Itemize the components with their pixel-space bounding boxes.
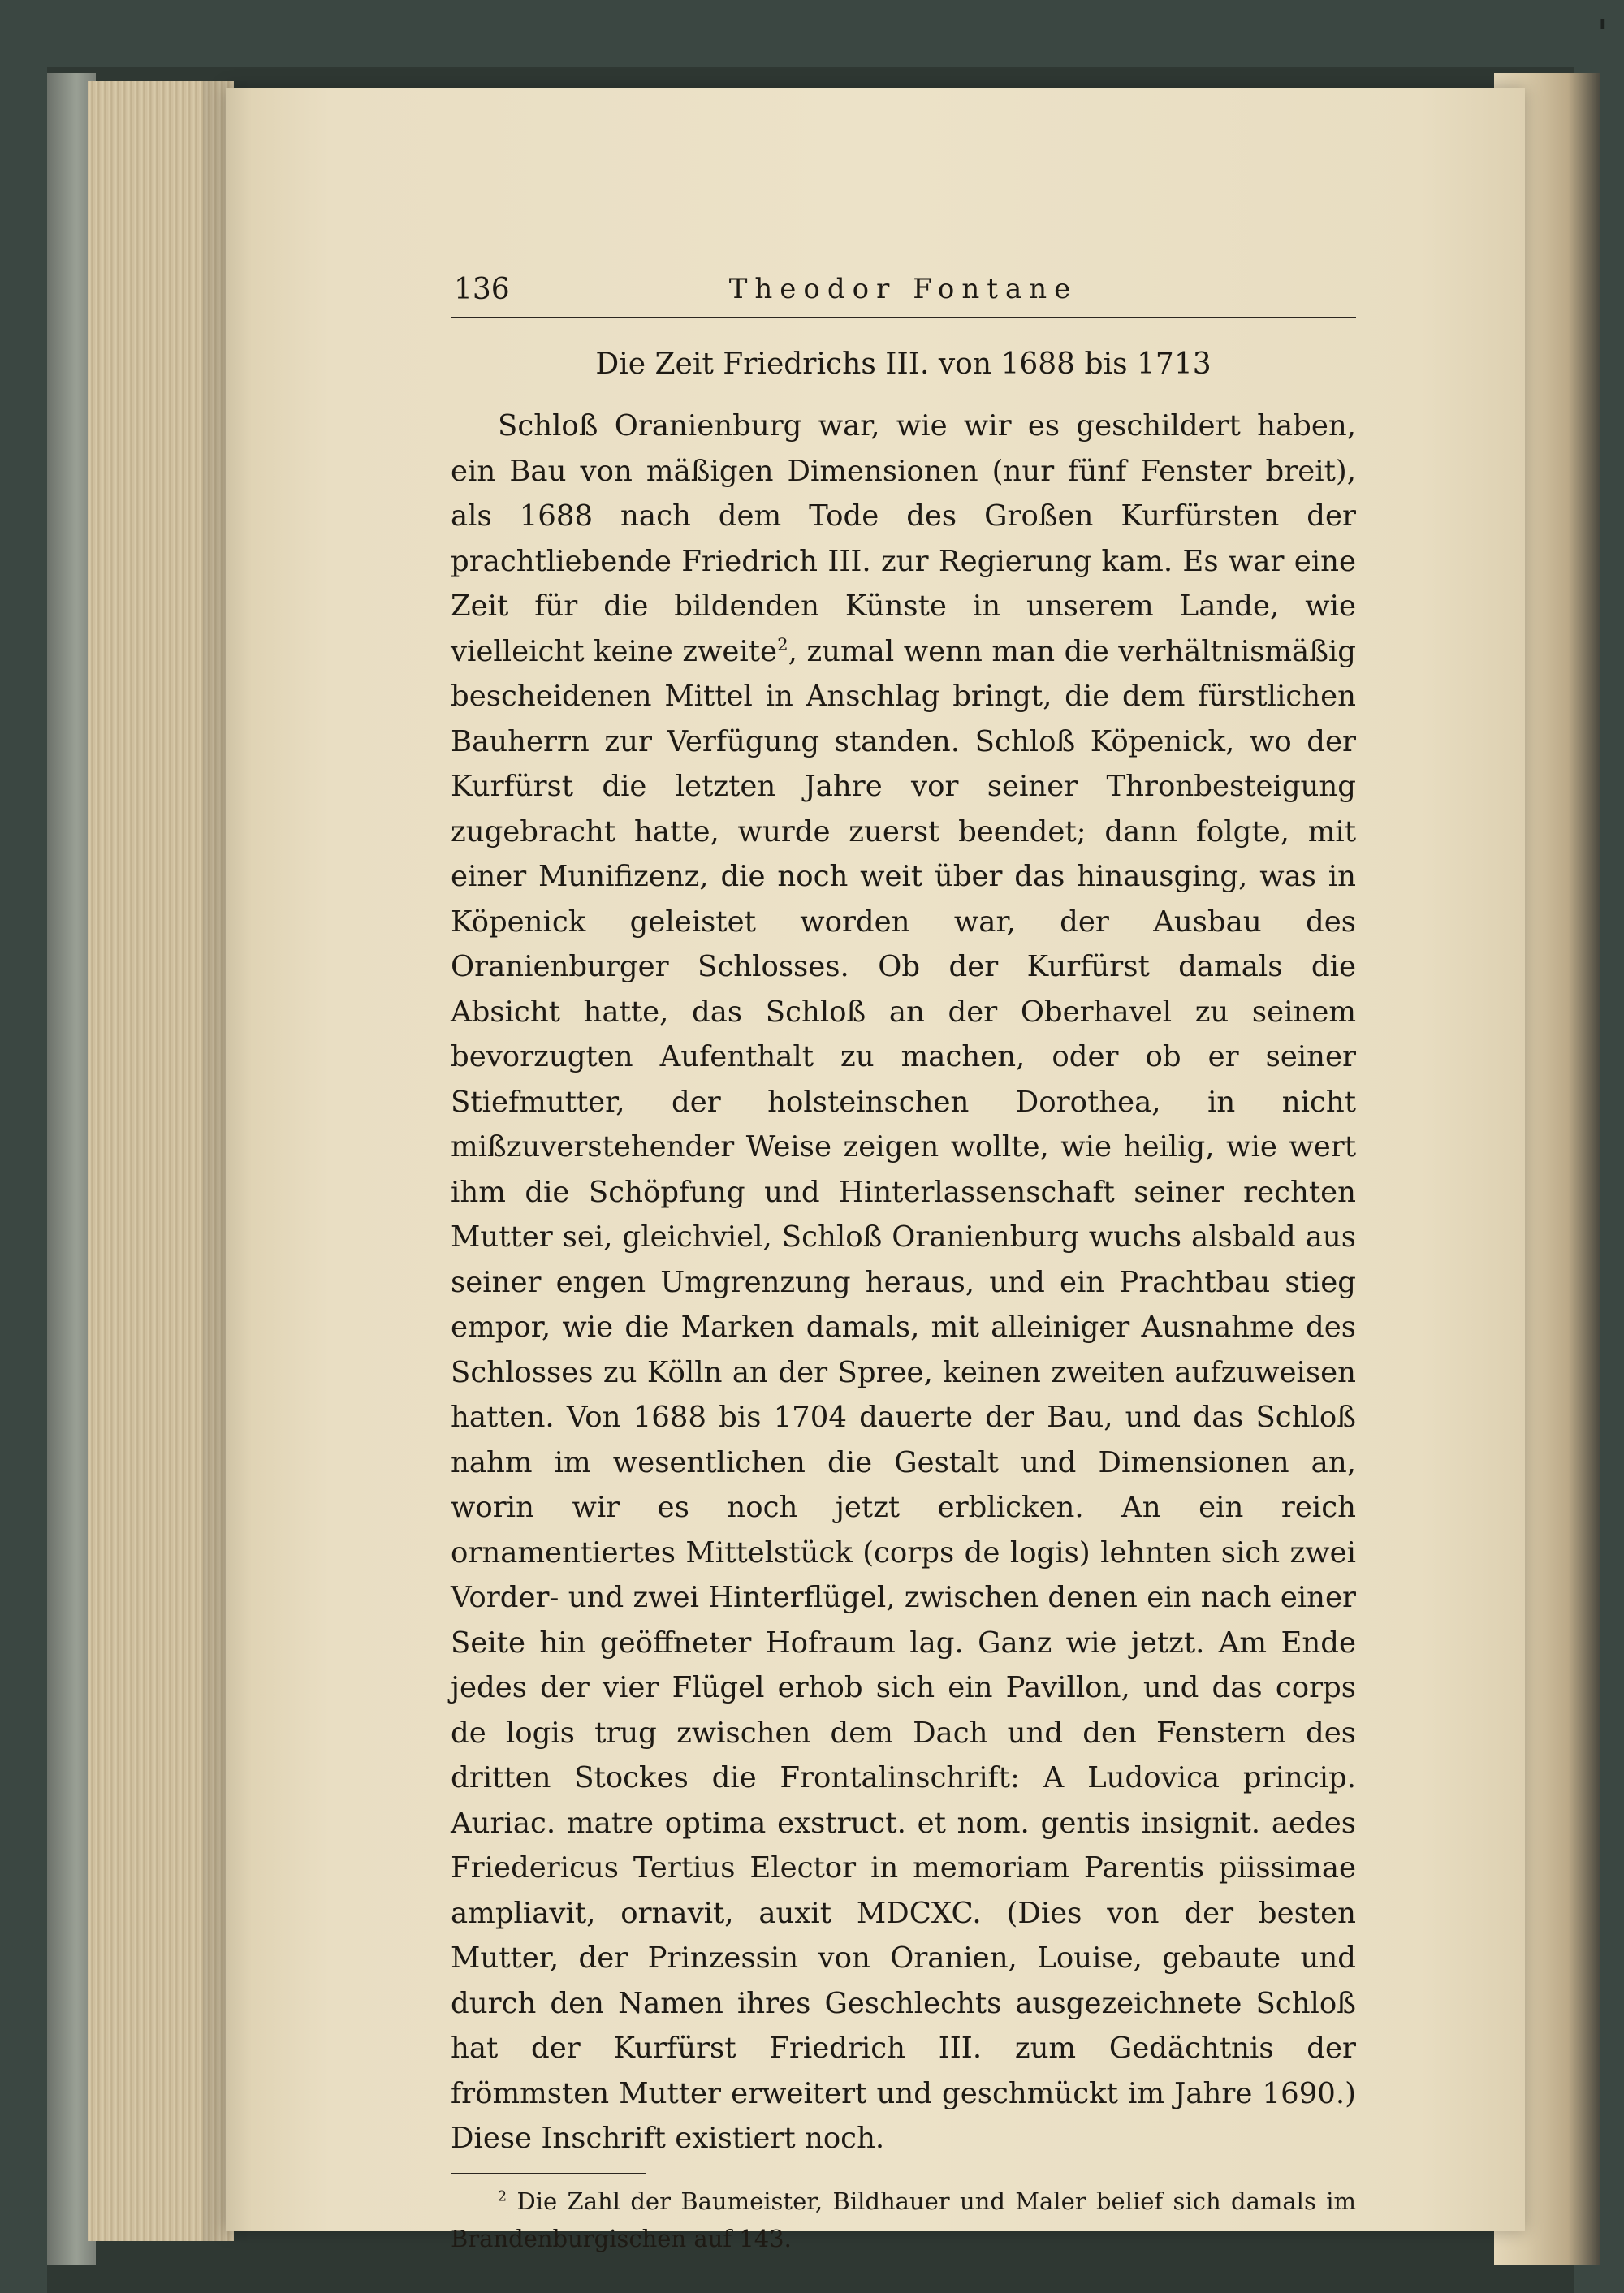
section-title: Die Zeit Friedrichs III. von 1688 bis 1713 xyxy=(595,348,1212,381)
gutter-shadow xyxy=(203,81,252,2241)
footnote-number: 2 xyxy=(498,2187,508,2204)
corner-mark: ' xyxy=(1596,11,1608,57)
running-title: Theodor Fontane xyxy=(728,273,1078,305)
page-number: 136 xyxy=(454,273,510,306)
page-text xyxy=(451,268,1356,2257)
running-head xyxy=(451,268,1356,318)
body-text-part-2: , zumal wenn man die verhältnismäßig bescheidenen Mittel in Anschlag bringt, die dem fürstlichen Bauherrn zur Verfügung standen. Schloß Köpenick, wo der Kurfürst die letzten Jahre vor seiner Thronbesteigung zugebracht hatte, wurde zuerst beendet; dann folgte, mit einer Munifizenz, die noch weit über das hinausging, was in Köpenick geleistet worden war, der Ausbau des Oranienburger Schlosses. Ob der Kurfürst damals die Absicht hatte, das Schloß an der Oberhavel zu seinem bevorzugten Aufenthalt zu machen, oder ob er seiner Stiefmutter, der holsteinschen Dorothea, in nicht mißzuverstehender Weise zeigen wollte, wie heilig, wie wert ihm die Schöpfung und Hinterlassenschaft seiner rechten Mutter sei, gleichviel, Schloß Oranienburg wuchs alsbald aus seiner engen Umgrenzung heraus, und ein Prachtbau stieg empor, wie die Marken damals, mit alleiniger Ausnahme des Schlosses zu Kölln an der Spree, keinen zweiten aufzuweisen hatten. Von 1688 bis 1704 dauerte der Bau, und das Schloß nahm im wesentlichen die Gestalt und Dimensionen an, worin wir es noch jetzt erblicken. An ein reich ornamentiertes Mittelstück (corps de logis) lehnten sich zwei Vorder- und zwei Hinterflügel, zwischen denen ein nach einer Seite hin geöffneter Hofraum lag. Ganz wie jetzt. Am Ende jedes der vier Flügel erhob sich ein Pavillon, und das corps de logis trug zwischen dem Dach und den Fenstern des dritten Stockes die Frontalinschrift: A Ludovica princip. Auriac. matre optima exstruct. et nom. gentis insignit. aedes Friedericus Tertius Elector in memoriam Parentis piissimae ampliavit, ornavit, auxit MDCXC. (Dies von der besten Mutter, der Prinzessin von Oranien, Louise, gebaute und durch den Namen ihres Geschlechts ausgezeichnete Schloß hat der Kurfürst Friedrich III. zum Gedächtnis der frömmsten Mutter erweitert und geschmückt im Jahre 1690.) Diese Inschrift existiert noch. xyxy=(451,634,1357,2155)
footnote xyxy=(451,2183,1356,2257)
footnote-reference: 2 xyxy=(777,634,788,655)
footnote-text: Die Zahl der Baumeister, Bildhauer und Maler belief sich damals im Brandenburgischen auf 143. xyxy=(451,2187,1356,2252)
footnote-rule xyxy=(451,2173,646,2174)
body-text-part-1: Schloß Oranienburg war, wie wir es geschildert haben, ein Bau von mäßigen Dimensionen (nur fünf Fenster breit), als 1688 nach dem Tode des Großen Kurfürsten der prachtliebende Friedrich III. zur Regierung kam. Es war eine Zeit für die bildenden Künste in unserem Lande, wie vielleicht keine zweite xyxy=(451,409,1356,668)
body-paragraph xyxy=(451,404,1356,2161)
